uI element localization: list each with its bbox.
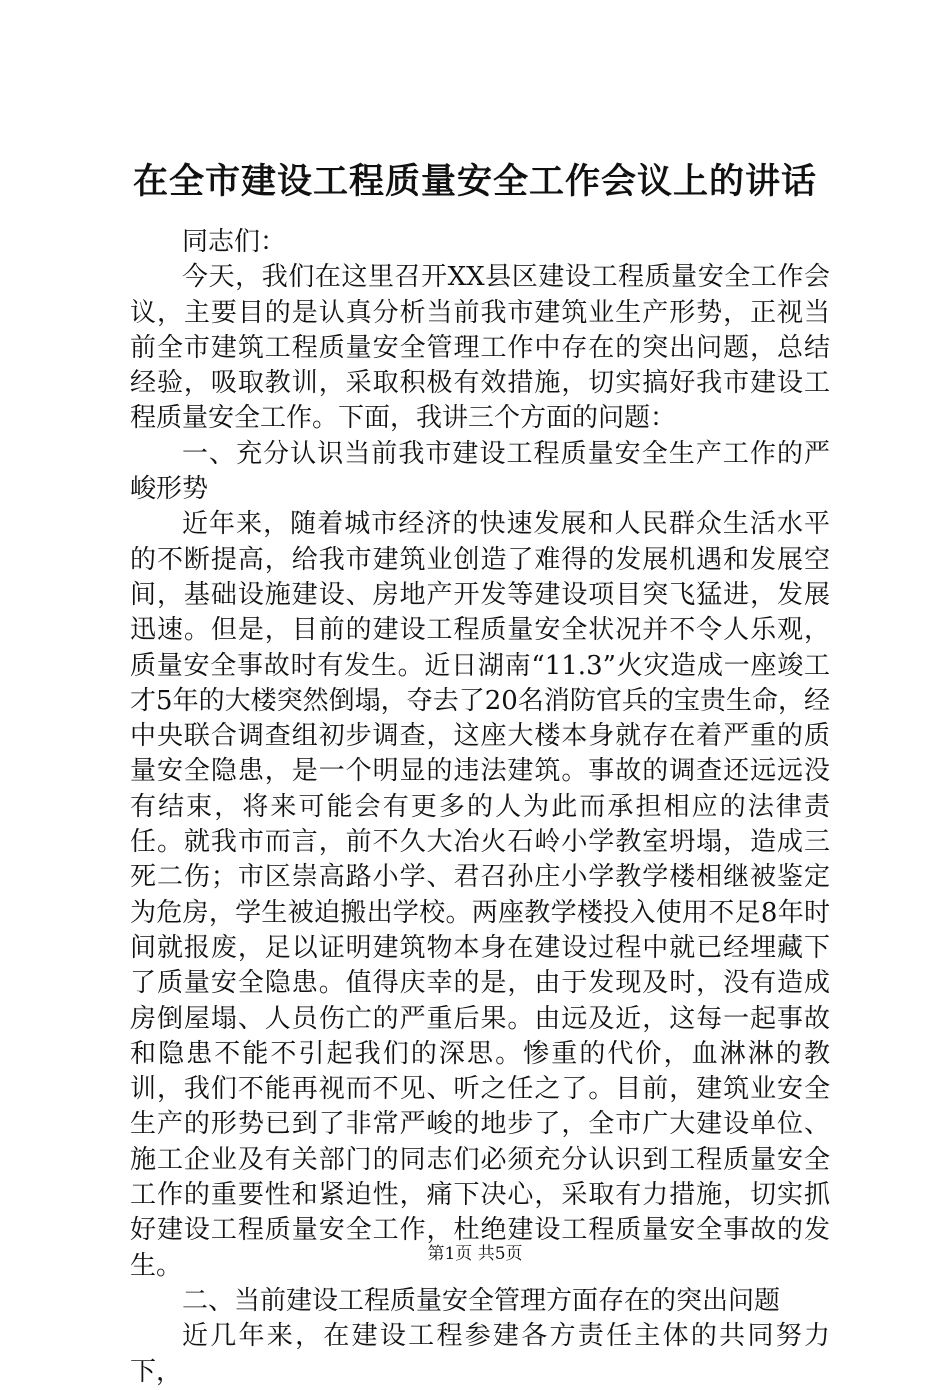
section-2-paragraph: 近几年来，在建设工程参建各方责任主体的共同努力下， bbox=[130, 1321, 830, 1387]
page-footer: 第1页 共5页 bbox=[427, 1244, 523, 1264]
section-heading-1: 一、充分认识当前我市建设工程质量安全生产工作的严峻形势 bbox=[130, 438, 830, 505]
salutation-paragraph: 同志们： bbox=[182, 227, 287, 257]
section-1-paragraph: 近年来，随着城市经济的快速发展和人民群众生活水平的不断提高，给我市建筑业创造了难得的发展机遇和发展空间，基础设施建设、房地产开发等建设项目突飞猛进，发展迅速。但是，目前的建设工程质量安全状况并不令人乐观，质量安全事故时有发生。近日湖南“11.3”火灾造成一座竣工才5年的大楼突然倒塌，夺去了20名消防官兵的宝贵生命，经中央联合调查组初步调查，这座大楼本身就存在着严重的质量安全隐患，是一个明显的违法建筑。事故的调查还远远没有结束，将来可能会有更多的人为此而承担相应的法律责任。就我市而言，前不久大冶火石岭小学教室坍塌，造成三死二伤；市区崇高路小学、君召孙庄小学教学楼相继被鉴定为危房，学生被迫搬出学校。两座教学楼投入使用不足8年时间就报废，足以证明建筑物本身在建设过程中就已经埋藏下了质量安全隐患。值得庆幸的是，由于发现及时，没有造成房倒屋塌、人员伤亡的严重后果。由远及近，这每一起事故和隐患不能不引起我们的深思。惨重的代价，血淋淋的教训，我们不能再视而不见、听之任之了。目前，建筑业安全生产的形势已到了非常严峻的地步了，全市广大建设单位、施工企业及有关部门的同志们必须充分认识到工程质量安全工作的重要性和紧迫性，痛下决心，采取有力措施，切实抓好建设工程质量安全工作，杜绝建设工程质量安全事故的发生。 bbox=[130, 509, 830, 1281]
section-heading-2: 二、当前建设工程质量安全管理方面存在的突出问题 bbox=[182, 1285, 781, 1316]
document-body bbox=[130, 225, 830, 1390]
intro-paragraph: 今天，我们在这里召开XX县区建设工程质量安全工作会议，主要目的是认真分析当前我市建筑业生产形势，正视当前全市建筑工程质量安全管理工作中存在的突出问题，总结经验，吸取教训，采取积极有效措施，切实搞好我市建设工程质量安全工作。下面，我讲三个方面的问题： bbox=[130, 262, 830, 434]
document-title: 在全市建设工程质量安全工作会议上的讲话 bbox=[132, 161, 817, 202]
